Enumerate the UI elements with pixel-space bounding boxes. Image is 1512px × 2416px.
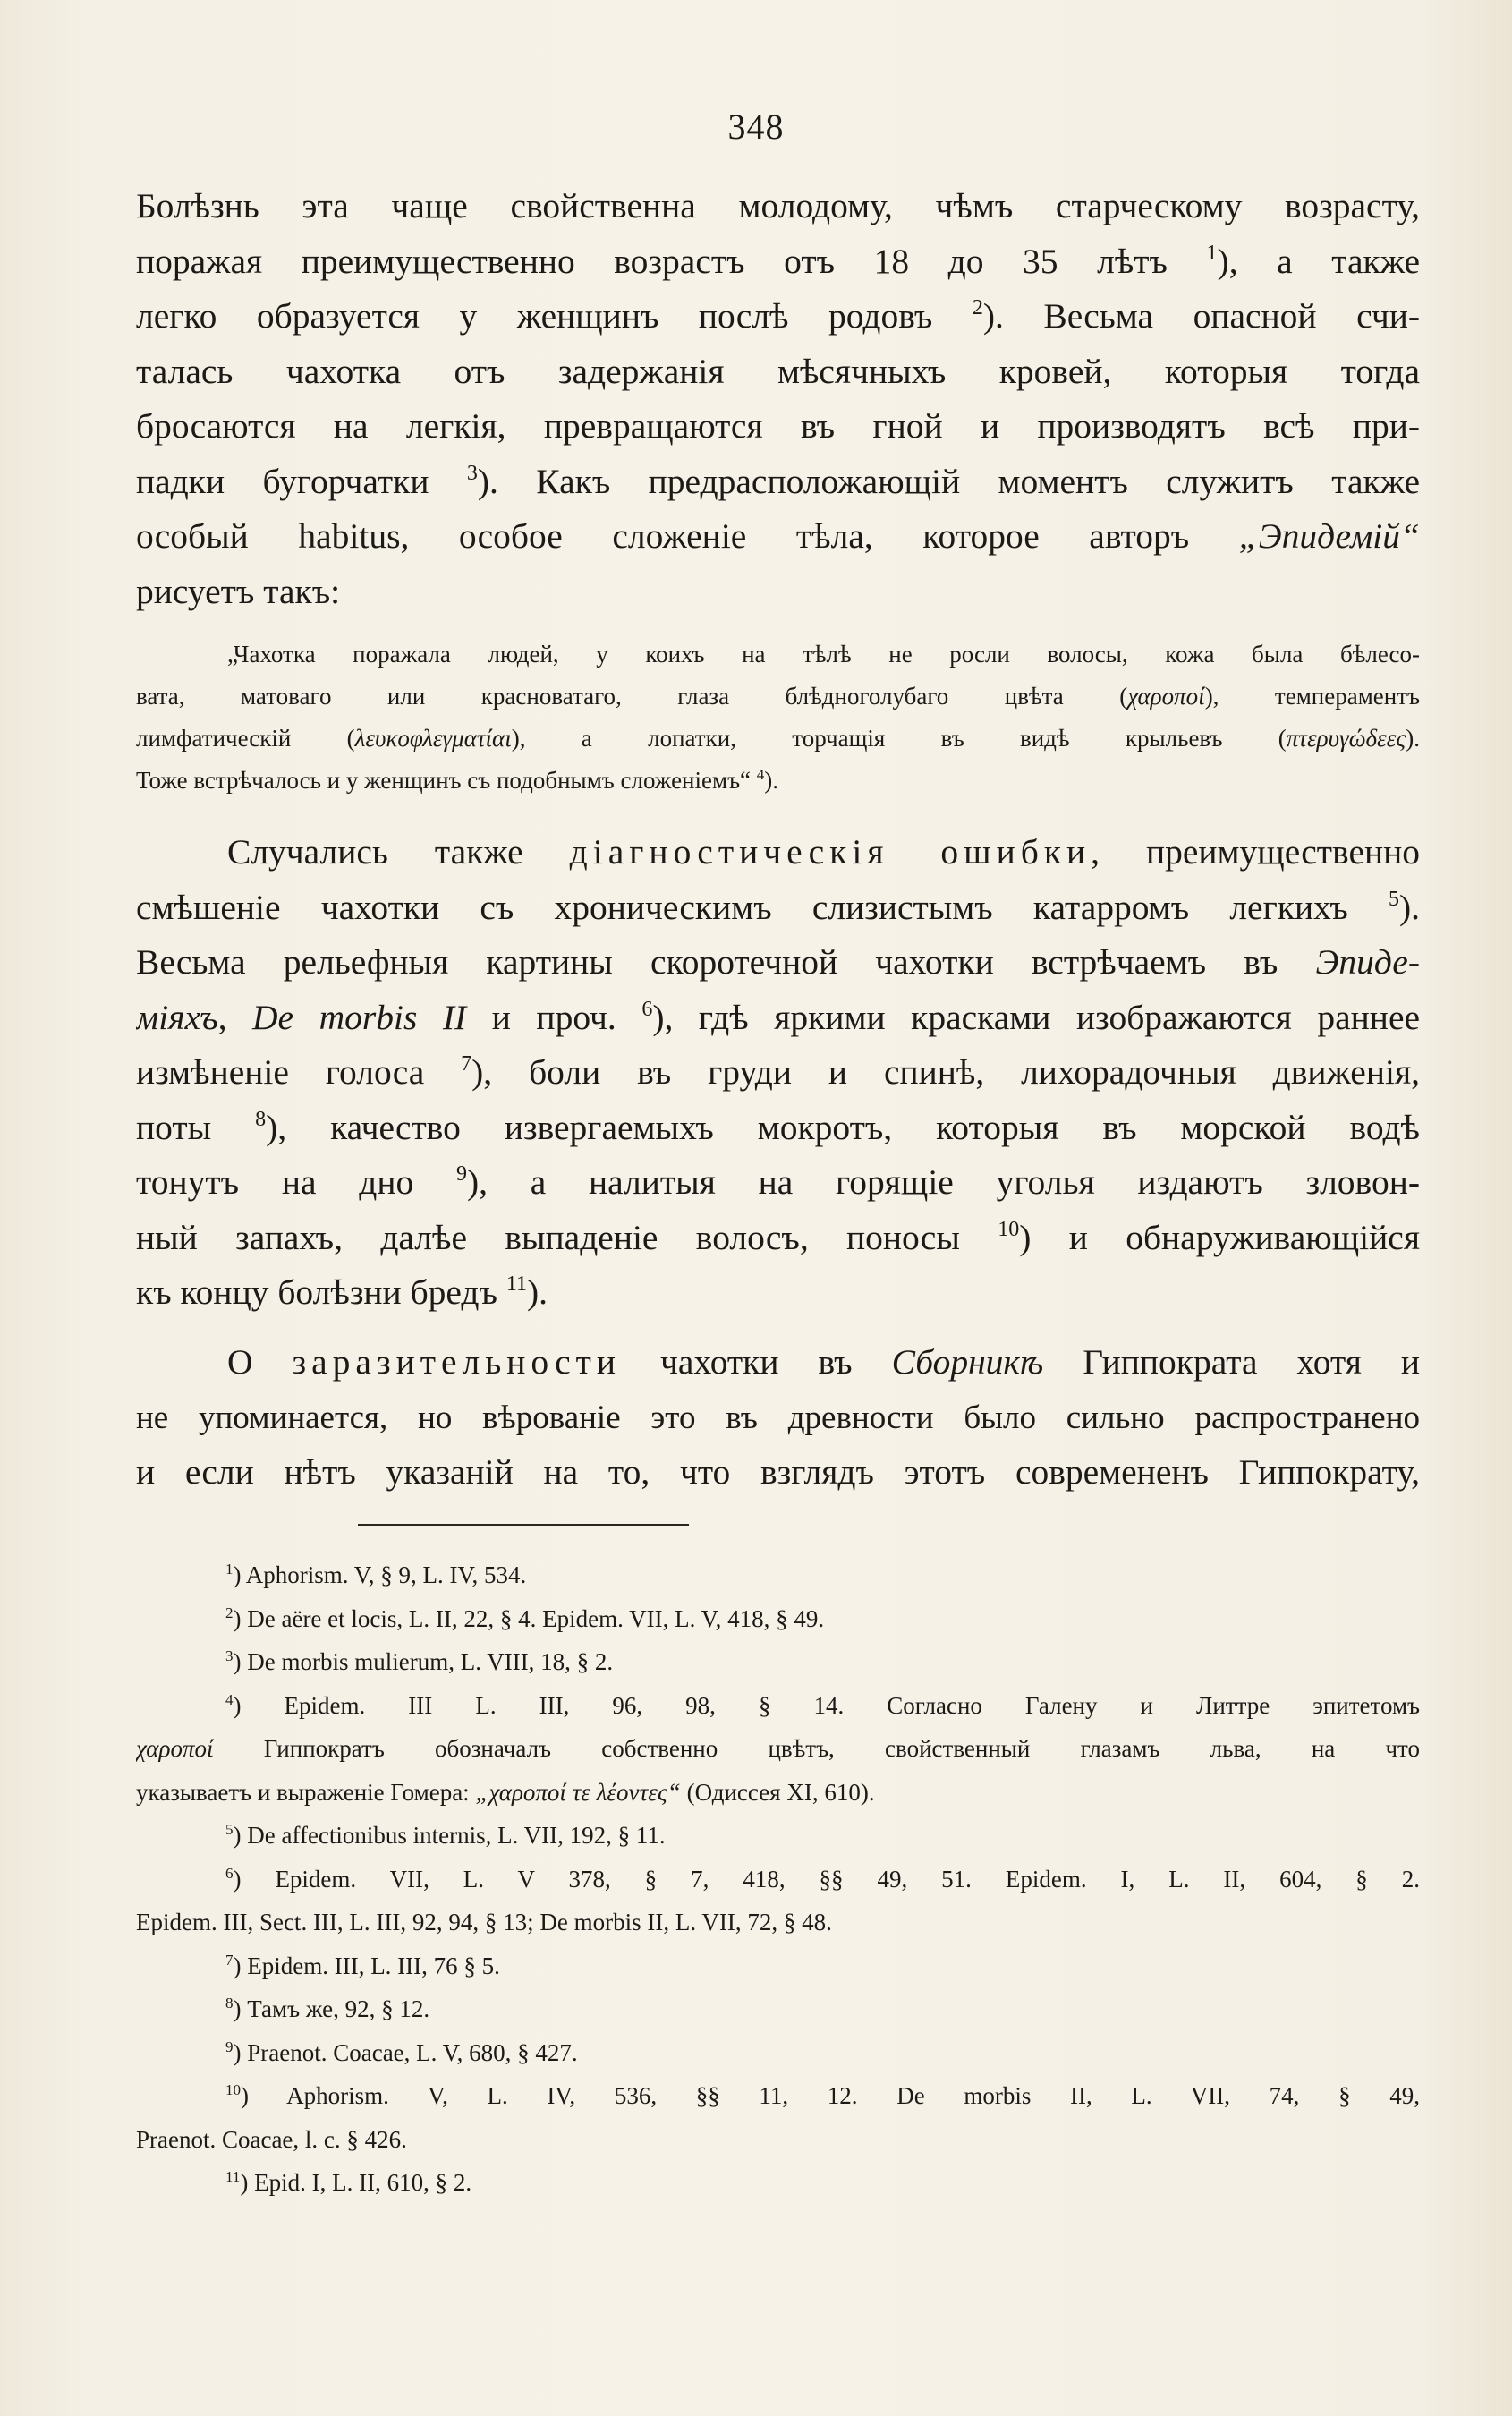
footnote-ref: 8 [255,1107,267,1131]
text-line: Болѣзнь эта чаще свойственна молодому, чѣмъ старческому возрасту, [136,186,1420,225]
footnote-continuation: Epidem. III, Sect. III, L. III, 92, 94, § 13; De morbis II, L. VII, 72, § 48. [136,1909,832,1935]
text-line: міяхъ, De morbis II и проч. $^6$), гдѣ яркими красками изображаются раннее [136,997,1420,1037]
greek-word: λευκοφλεγματίαι [354,725,512,752]
greek-word: „χαροποί τε λέοντες“ [475,1778,681,1806]
greek-word: πτερυγώδεες [1286,725,1406,752]
text-line: поты $^8$), качество извергаемыхъ мокротъ, которыя въ морской водѣ [136,1107,1420,1147]
text-line: измѣненіе голоса $^7$), боли въ груди и спинѣ, лихорадочныя движенія, [136,1052,1420,1092]
block-quote [136,634,1420,802]
greek-word: χαροποί [1127,683,1205,710]
page-number: 348 [727,106,785,147]
text-line: тонутъ на дно $^9$), а налитыя на горящіе уголья издаютъ зловон- [136,1162,1420,1202]
text-line: бросаются на легкія, превращаются въ гной и производятъ всѣ при- [136,406,1420,446]
footnotes [136,1553,1420,2205]
italic-title: „Эпидемій“ [1238,516,1420,556]
footnote-ref: 11 [505,1272,527,1296]
text-line: къ концу болѣзни бредъ $^{11}$). [136,1272,548,1312]
text-line: не упоминается, но вѣрованіе это въ древности было сильно распространено [136,1399,1420,1436]
text-line: особый habitus, особое сложеніе тѣла, которое авторъ „Эпидемій“ [136,516,1420,556]
footnote: $^6$) Epidem. VII, L. V 378, § 7, 418, §§ 49, 51. Epidem. I, L. II, 604, § 2. [225,1864,1420,1893]
text-line: падки бугорчатки $^3$). Какъ предрасположающій моментъ служитъ также [136,461,1420,501]
text-line: ный запахъ, далѣе выпаденіе волосъ, поносы $^{10}$) и обнаруживающійся [136,1217,1420,1257]
footnote: $^{10}$) Aphorism. V, L. IV, 536, §§ 11, 12. De morbis II, L. VII, 74, § 49, [225,2081,1420,2109]
footnote: $^3$) De morbis mulierum, L. VIII, 18, § 2. [225,1647,614,1675]
greek-word: χαροποί [136,1735,214,1762]
spaced-emphasis: заразительности [292,1342,622,1382]
text-line: легко образуется у женщинъ послѣ родовъ $^2$). Весьма опасной счи- [136,296,1420,336]
paragraph-3 [136,1335,1420,1501]
footnote: $^9$) Praenot. Coacae, L. V, 680, § 427. [225,2037,578,2066]
text-line: поражая преимущественно возрастъ отъ 18 до 35 лѣтъ $^1$), а также [136,241,1420,281]
footnote-ref: 10 [998,1217,1020,1241]
footnote-ref: 7 [461,1052,472,1076]
italic-title: міяхъ, De morbis II [136,997,467,1037]
footnote-ref: 9 [455,1162,467,1186]
text-line: рисуетъ такъ: [136,571,341,611]
italic-title: Эпиде- [1315,942,1420,982]
quote-line: вата, матоваго или красноватаго, глаза блѣдноголубаго цвѣта (χαροποί), темпераментъ [136,683,1420,710]
italic-title: Сборникѣ [891,1342,1044,1382]
footnote-continuation: χαροποί Гиппократъ обозначалъ собственно цвѣтъ, свойственный глазамъ льва, на что [136,1735,1420,1762]
footnote-ref: 2 [972,296,983,319]
text-line: Случались также діагностическія ошибки, преимущественно [227,832,1420,872]
spaced-emphasis: діагностическія ошибки [569,832,1092,872]
paragraph-2 [136,825,1420,1321]
footnote: $^{11}$) Epid. I, L. II, 610, § 2. [225,2168,472,2196]
footnote-divider [358,1524,689,1526]
footnote: $^1$) Aphorism. V, § 9, L. IV, 534. [225,1561,527,1588]
footnote-ref: 4 [756,766,765,783]
text-line: талась чахотка отъ задержанія мѣсячныхъ кровей, которыя тогда [136,351,1420,391]
text-line: и если нѣтъ указаній на то, что взглядъ этотъ современенъ Гиппократу, [136,1452,1420,1492]
text-line: смѣшеніе чахотки съ хроническимъ слизистымъ катарромъ легкихъ $^5$). [136,887,1420,927]
footnote: $^2$) De aëre et locis, L. II, 22, § 4. Epidem. VII, L. V, 418, § 49. [225,1604,825,1632]
footnote: $^7$) Epidem. III, L. III, 76 § 5. [225,1951,500,1979]
footnote-continuation: указываетъ и выраженіе Гомера: „χαροποί τε λέοντες“ (Одиссея XI, 610). [136,1778,875,1806]
footnote: $^8$) Тамъ же, 92, § 12. [225,1995,430,2022]
footnote-ref: 1 [1206,241,1218,265]
paragraph-1 [136,179,1420,619]
quote-line: лимфатическій (λευκοφλεγματίαι), а лопатки, торчащія въ видѣ крыльевъ (πτερυγώδεες). [136,725,1420,752]
footnote-ref: 6 [641,997,653,1021]
quote-line: Тоже встрѣчалось и у женщинъ съ подобнымъ сложеніемъ“ $^4$). [136,766,779,794]
footnote-continuation: Praenot. Coacae, l. c. § 426. [136,2125,407,2153]
footnote: $^5$) De affectionibus internis, L. VII, 192, § 11. [225,1821,666,1849]
footnote: $^4$) Epidem. III L. III, 96, 98, § 14. Согласно Галену и Литтре эпитетомъ [225,1690,1420,1719]
footnote-ref: 3 [466,461,478,485]
text-line: Весьма рельефныя картины скоротечной чахотки встрѣчаемъ въ Эпиде- [136,942,1420,982]
text-line: О заразительности чахотки въ Сборникѣ Гиппократа хотя и [227,1342,1420,1382]
footnote-ref: 5 [1388,887,1399,911]
quote-line: „Чахотка поражала людей, у коихъ на тѣлѣ не росли волосы, кожа была бѣлесо- [227,641,1420,668]
